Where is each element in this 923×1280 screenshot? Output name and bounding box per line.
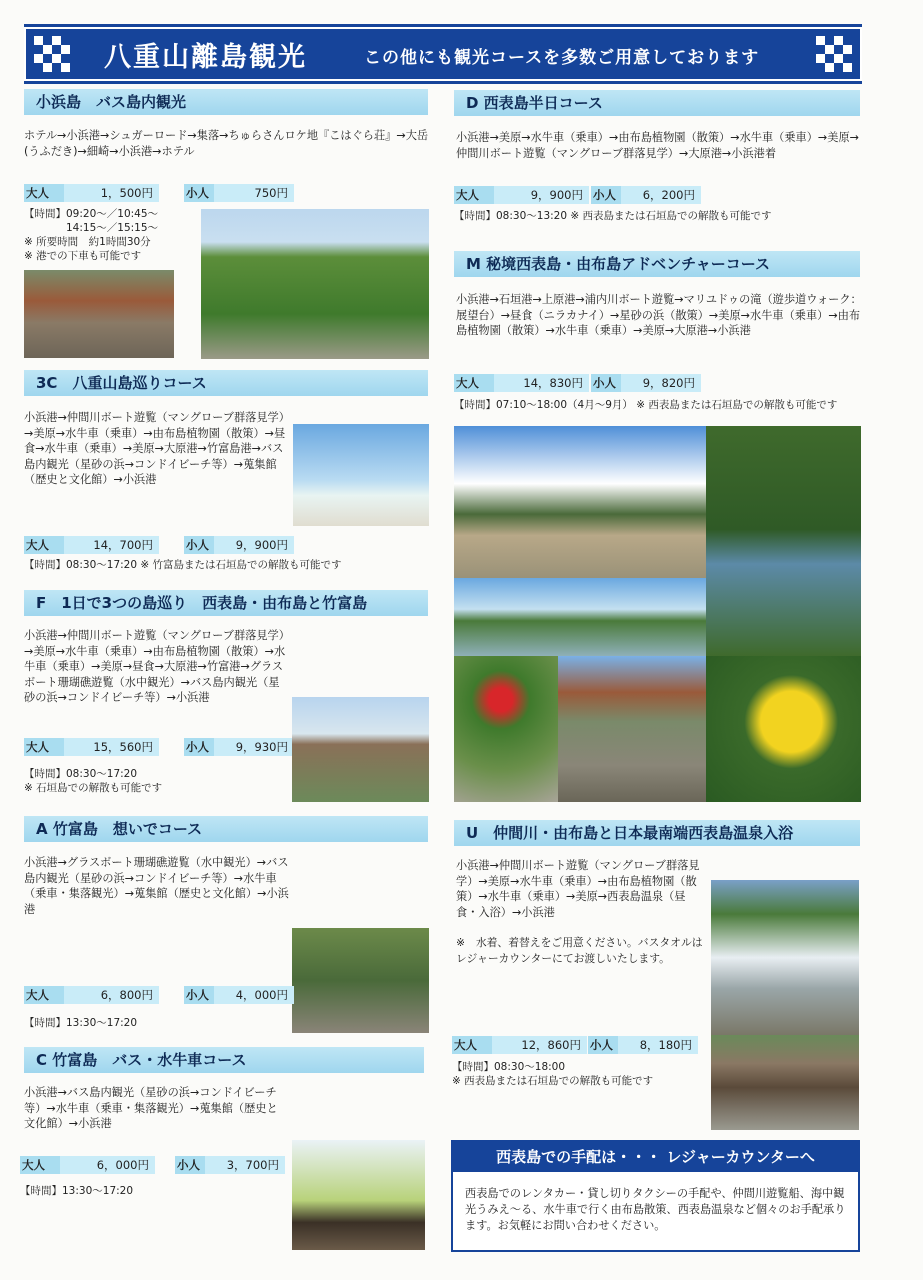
price-bar: [24, 986, 288, 1004]
course-title: D 西表島半日コース: [454, 90, 860, 116]
adult-price: 9，900円: [494, 186, 589, 204]
adult-label: 大人: [454, 186, 496, 204]
adult-price: 1，500円: [64, 184, 159, 202]
child-label: 小人: [591, 374, 623, 392]
course-route: 小浜港→仲間川ボート遊覧（マングローブ群落見学）→美原→水牛車（乗車）→由布島植物園（散策）→昼食→水牛車（乗車）→美原→大原港→竹富島港→バス島内観光（星砂の浜→コンドイビーチ等）→蒐集館（歴史と文化館）→小浜港: [24, 411, 286, 486]
adult-label: 大人: [24, 986, 66, 1004]
photo-hot-spring: [711, 1035, 859, 1130]
leisure-counter-box: [451, 1140, 860, 1252]
adult-label: 大人: [452, 1036, 494, 1054]
child-label: 小人: [591, 186, 623, 204]
child-price: 4，000円: [214, 986, 294, 1004]
child-price: 9，900円: [214, 536, 294, 554]
price-bar: [24, 536, 288, 554]
course-title: A 竹富島 想いでコース: [24, 816, 428, 842]
page-subtitle: この他にも観光コースを多数ご用意しております: [364, 48, 760, 68]
photo-traditional-house: [24, 270, 174, 358]
course-note: ※ 港での下車も可能です: [24, 250, 142, 262]
course-route: 小浜港→美原→水牛車（乗車）→由布島植物園（散策）→水牛車（乗車）→美原→仲間川ボート遊覧（マングローブ群落見学）→大原港→小浜港着: [456, 131, 860, 160]
page-title: 八重山離島観光: [104, 42, 307, 73]
price-bar: [20, 1156, 279, 1174]
photo-sugar-road: [201, 209, 429, 359]
price-bar: [452, 1036, 702, 1054]
course-note: 【時間】09:20～／10:45～: [24, 208, 159, 220]
photo-yellow-flower: [706, 656, 861, 802]
course-note: 【時間】08:30～18:00: [452, 1061, 566, 1073]
course-note: 【時間】08:30～17:20 ※ 竹富島または石垣島での解散も可能です: [24, 559, 342, 571]
course-title: 3C 八重山島巡りコース: [24, 370, 428, 396]
course-title: M 秘境西表島・由布島アドベンチャーコース: [454, 251, 860, 277]
leisure-counter-title: 西表島での手配は・・・ レジャーカウンターへ: [453, 1142, 858, 1172]
photo-tour-boat: [454, 578, 706, 656]
child-price: 8，180円: [618, 1036, 698, 1054]
price-bar: [454, 374, 714, 392]
photo-village-roofs: [292, 697, 429, 802]
adult-price: 12，860円: [492, 1036, 587, 1054]
adult-label: 大人: [24, 738, 66, 756]
course-note: ※ 所要時間 約1時間30分: [24, 236, 151, 248]
header-banner: [24, 24, 862, 84]
checker-pattern-left: [34, 36, 70, 72]
child-label: 小人: [184, 738, 216, 756]
course-note: 【時間】08:30～17:20: [24, 768, 138, 780]
course-note: 【時間】07:10～18:00（4月～9月） ※ 西表島または石垣島での解散も可能です: [454, 399, 838, 411]
child-price: 9，820円: [621, 374, 701, 392]
course-note: 【時間】08:30～13:20 ※ 西表島または石垣島での解散も可能です: [454, 210, 772, 222]
leisure-counter-text: 西表島でのレンタカー・貸し切りタクシーの手配や、仲間川遊覧船、海中観光うみえ～る、水牛車で行く由布島散策、西表島温泉など個々のお手配承ります。お気軽にお問い合わせください。: [465, 1187, 846, 1232]
adult-price: 15，560円: [64, 738, 159, 756]
course-route: 小浜港→バス島内観光（星砂の浜→コンドイビーチ等）→水牛車（乗車・集落観光）→蒐集館（歴史と文化館）→小浜港: [24, 1086, 278, 1130]
checker-pattern-right: [816, 36, 852, 72]
adult-price: 14，700円: [64, 536, 159, 554]
child-label: 小人: [184, 986, 216, 1004]
photo-stone-wall-lane: [292, 928, 429, 1033]
course-title: U 仲間川・由布島と日本最南端西表島温泉入浴: [454, 820, 860, 846]
adult-label: 大人: [24, 184, 66, 202]
course-note: 14:15～／15:15～: [24, 222, 159, 234]
photo-water-buffalo-cart: [292, 1140, 425, 1250]
course-route: ホテル→小浜港→シュガーロード→集落→ちゅらさんロケ地『こはぐら荘』→大岳(うふだき)→細崎→小浜港→ホテル: [24, 129, 429, 158]
adult-price: 6，000円: [60, 1156, 155, 1174]
price-bar: [24, 738, 288, 756]
price-bar: [24, 184, 288, 202]
course-note: 【時間】13:30～17:20: [24, 1017, 138, 1029]
photo-stone-wall-house: [558, 656, 706, 802]
child-label: 小人: [175, 1156, 207, 1174]
photo-river-rapids: [711, 880, 859, 1035]
adult-label: 大人: [24, 536, 66, 554]
price-bar: [454, 186, 714, 204]
adult-label: 大人: [454, 374, 496, 392]
course-title: 小浜島 バス島内観光: [24, 89, 428, 115]
course-route: 小浜港→仲間川ボート遊覧（マングローブ群落見学）→美原→水牛車（乗車）→由布島植物園（散策）→水牛車（乗車）→美原→西表島温泉（昼食・入浴）→小浜港: [456, 859, 700, 919]
course-route: 小浜港→仲間川ボート遊覧（マングローブ群落見学）→美原→水牛車（乗車）→由布島植物園（散策）→水牛車（乗車）→美原→昼食→大原港→竹富港→グラスボート珊瑚礁遊覧（水中観光）→バス島内観光（星砂の浜→コンドイビーチ等）→小浜港: [24, 629, 286, 704]
child-price: 750円: [214, 184, 294, 202]
course-note: 【時間】13:30～17:20: [20, 1185, 134, 1197]
child-price: 9，930円: [214, 738, 294, 756]
course-note: ※ 石垣島での解散も可能です: [24, 782, 163, 794]
adult-price: 6，800円: [64, 986, 159, 1004]
photo-water-buffalo-crossing: [454, 426, 706, 578]
child-price: 3，700円: [205, 1156, 285, 1174]
photo-hibiscus: [454, 656, 558, 802]
adult-price: 14，830円: [494, 374, 589, 392]
course-note: ※ 西表島または石垣島での解散も可能です: [452, 1075, 654, 1087]
child-label: 小人: [184, 536, 216, 554]
child-label: 小人: [184, 184, 216, 202]
course-route: 小浜港→石垣港→上原港→浦内川ボート遊覧→マリユドゥの滝（遊歩道ウォーク：展望台）→昼食（ニラカナイ）→星砂の浜（散策）→美原→水牛車（乗車）→由布島植物園（散策）→水牛車（乗車）→美原→大原港→小浜港: [456, 293, 862, 337]
photo-mangrove-river: [706, 426, 861, 656]
course-route: 小浜港→グラスボート珊瑚礁遊覧（水中観光）→バス島内観光（星砂の浜→コンドイビーチ等）→水牛車（乗車・集落観光）→蒐集館（歴史と文化館）→小浜港: [24, 856, 289, 916]
course-extra-note: ※ 水着、着替えをご用意ください。バスタオルはレジャーカウンターにてお渡しいたします。: [456, 936, 703, 965]
course-title: F 1日で3つの島巡り 西表島・由布島と竹富島: [24, 590, 428, 616]
child-label: 小人: [588, 1036, 620, 1054]
course-title: C 竹富島 バス・水牛車コース: [24, 1047, 424, 1073]
photo-beach: [293, 424, 429, 526]
child-price: 6，200円: [621, 186, 701, 204]
adult-label: 大人: [20, 1156, 62, 1174]
